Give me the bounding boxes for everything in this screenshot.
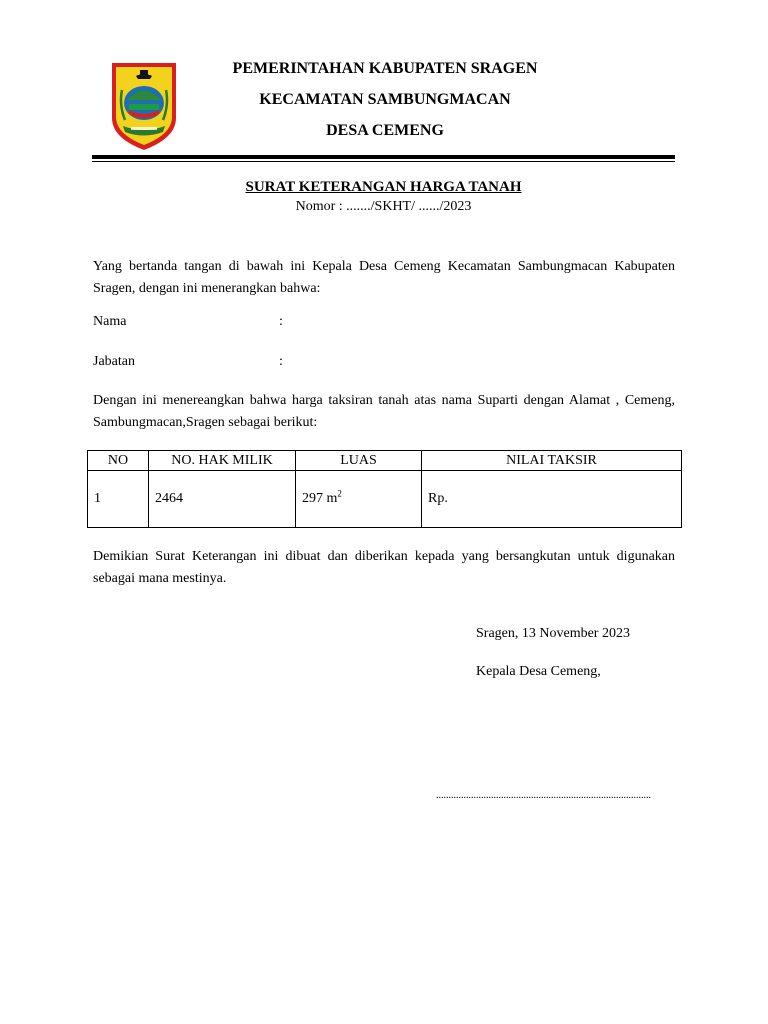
signature-position: Kepala Desa Cemeng, xyxy=(476,664,601,679)
field-separator: : xyxy=(279,314,283,329)
luas-unit-superscript: 2 xyxy=(337,488,342,499)
signature-place-date: Sragen, 13 November 2023 xyxy=(476,626,630,641)
header-no: NO xyxy=(88,451,149,471)
document-number: Nomor : ......./SKHT/ ....../2023 xyxy=(295,199,472,214)
letterhead-regency: PEMERINTAHAN KABUPATEN SRAGEN xyxy=(232,60,538,77)
cell-luas xyxy=(296,471,422,528)
cell-hak-milik: 2464 xyxy=(149,471,296,528)
letterhead-rule-thin xyxy=(92,161,675,162)
document-title: SURAT KETERANGAN HARGA TANAH xyxy=(245,179,522,195)
letterhead-rule-thick xyxy=(92,155,675,159)
letterhead-village: DESA CEMENG xyxy=(326,122,444,139)
field-label: Nama xyxy=(93,314,127,329)
intro-paragraph: Yang bertanda tangan di bawah ini Kepala Desa Cemeng Kecamatan Sambungmacan Kabupaten Sragen, dengan ini menerangkan bahwa: xyxy=(93,259,675,296)
closing-paragraph: Demikian Surat Keterangan ini dibuat dan diberikan kepada yang bersangkutan untuk digunakan sebagai mana mestinya. xyxy=(93,549,675,586)
regency-logo xyxy=(109,60,179,152)
signature-name-line: ...................................................................................... xyxy=(436,790,651,801)
header-hak-milik: NO. HAK MILIK xyxy=(149,451,296,471)
cell-no: 1 xyxy=(88,471,149,528)
luas-value: 297 m xyxy=(302,491,338,506)
field-label: Jabatan xyxy=(93,354,135,369)
header-nilai-taksir: NILAI TAKSIR xyxy=(422,451,682,471)
table-row xyxy=(88,471,682,528)
table-header-row xyxy=(88,451,682,471)
cell-nilai-taksir: Rp. xyxy=(422,471,682,528)
header-luas: LUAS xyxy=(296,451,422,471)
land-price-table xyxy=(87,450,682,528)
letterhead-district: KECAMATAN SAMBUNGMACAN xyxy=(259,91,511,108)
field-separator: : xyxy=(279,354,283,369)
document-title-wrap xyxy=(92,179,675,196)
statement-paragraph: Dengan ini menereangkan bahwa harga taksiran tanah atas nama Suparti dengan Alamat , Cemeng, Sambungmacan,Sragen sebagai berikut: xyxy=(93,393,675,430)
